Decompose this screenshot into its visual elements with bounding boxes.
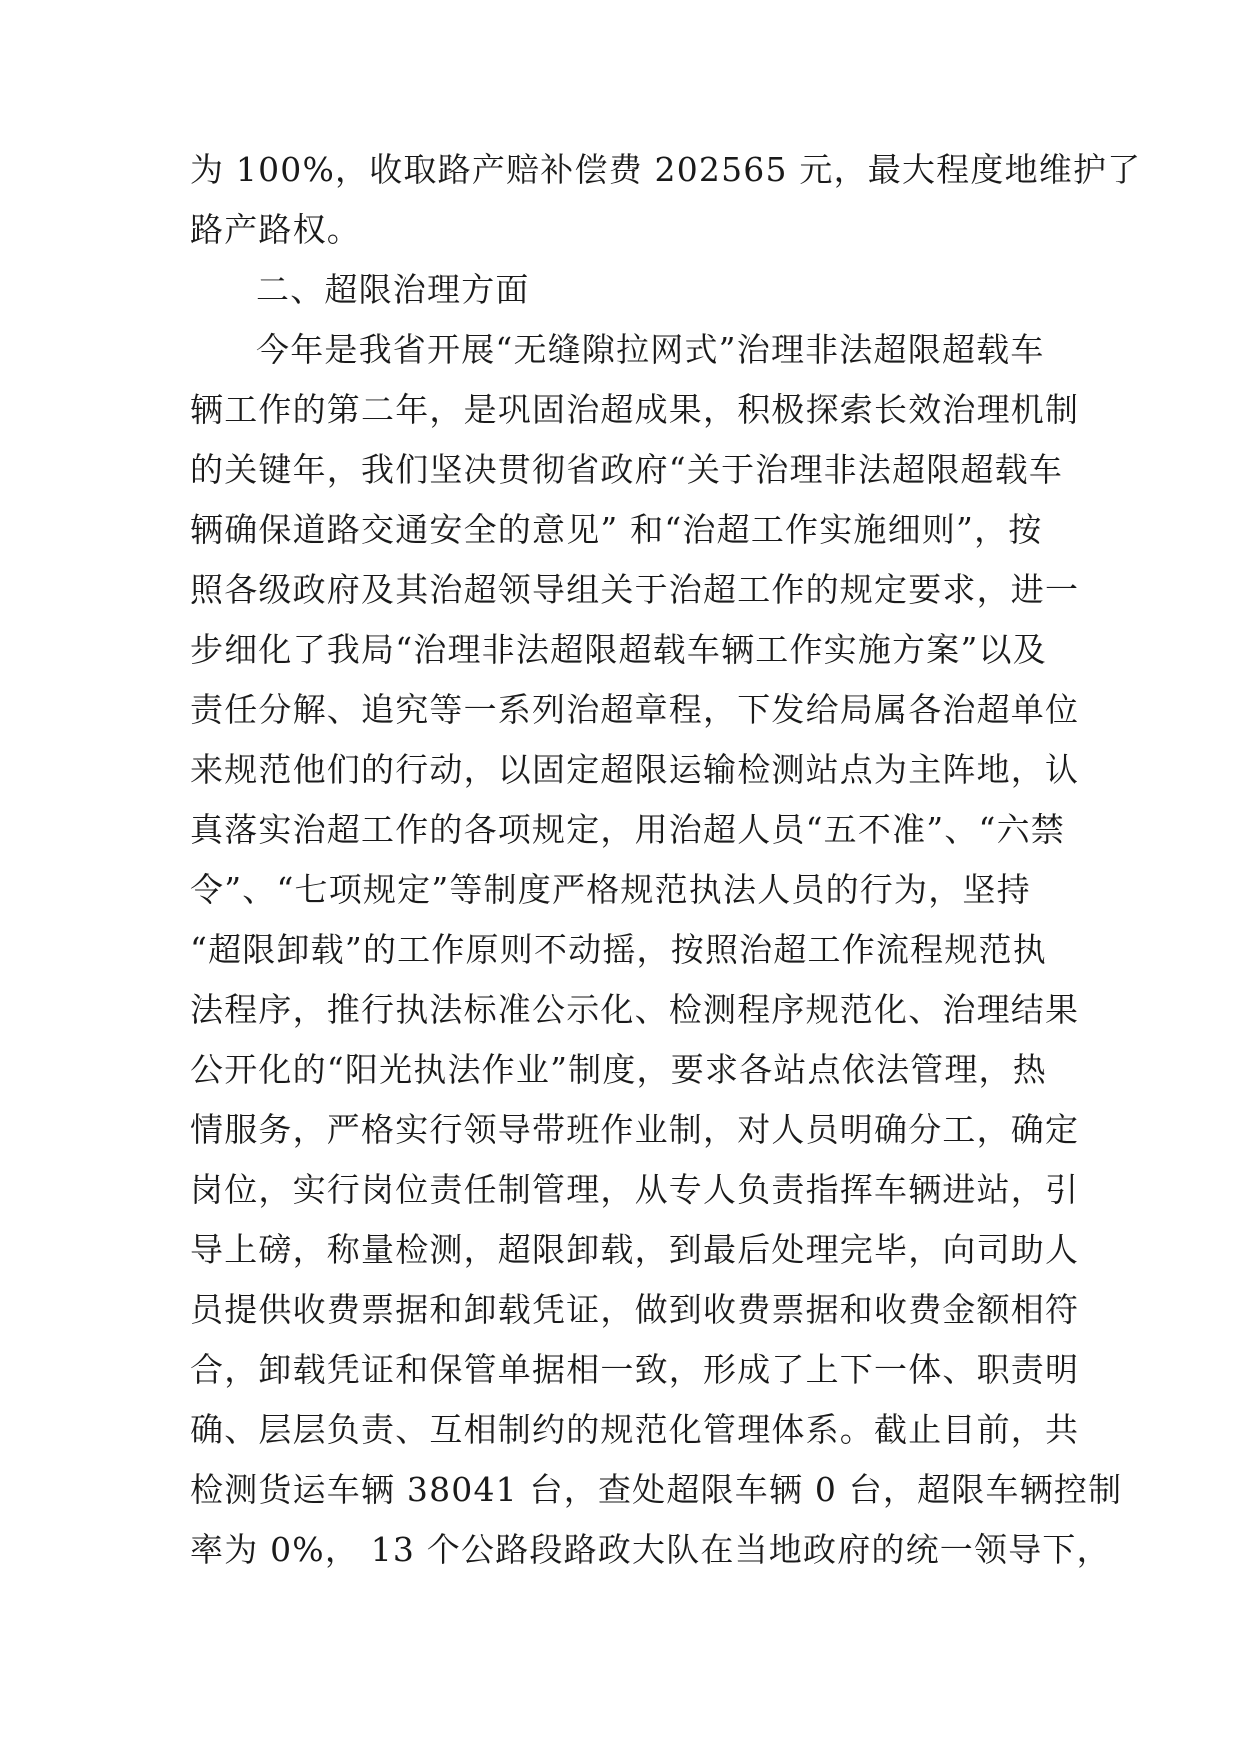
text-line: 步细化了我局“治理非法超限超载车辆工作实施方案”以及 <box>190 630 1047 669</box>
text-line: “超限卸载”的工作原则不动摇，按照治超工作流程规范执 <box>190 930 1047 969</box>
text-line: 导上磅，称量检测，超限卸载，到最后处理完毕，向司助人 <box>190 1230 1080 1269</box>
text-line: 情服务，严格实行领导带班作业制，对人员明确分工，确定 <box>190 1110 1080 1149</box>
text-line: 率为 0%， 13 个公路段路政大队在当地政府的统一领导下， <box>190 1530 1111 1569</box>
text-line: 合，卸载凭证和保管单据相一致，形成了上下一体、职责明 <box>190 1350 1080 1389</box>
text-line: 法程序，推行执法标准公示化、检测程序规范化、治理结果 <box>190 990 1080 1029</box>
text-line: 来规范他们的行动，以固定超限运输检测站点为主阵地，认 <box>190 750 1080 789</box>
text-line: 检测货运车辆 38041 台，查处超限车辆 0 台，超限车辆控制 <box>190 1470 1123 1509</box>
text-line: 责任分解、追究等一系列治超章程，下发给局属各治超单位 <box>190 690 1080 729</box>
text-line: 为 100%，收取路产赔补偿费 202565 元，最大程度地维护了 <box>190 150 1142 189</box>
text-line: 令”、“七项规定”等制度严格规范执法人员的行为，坚持 <box>190 870 1031 909</box>
text-line: 的关键年，我们坚决贯彻省政府“关于治理非法超限超载车 <box>190 450 1064 489</box>
text-line: 路产路权。 <box>190 210 361 249</box>
text-line: 辆确保道路交通安全的意见” 和“治超工作实施细则”，按 <box>190 510 1043 549</box>
section-heading: 二、超限治理方面 <box>256 270 530 309</box>
text-line: 照各级政府及其治超领导组关于治超工作的规定要求，进一 <box>190 570 1080 609</box>
text-line: 辆工作的第二年，是巩固治超成果，积极探索长效治理机制 <box>190 390 1080 429</box>
text-line: 今年是我省开展“无缝隙拉网式”治理非法超限超载车 <box>256 330 1045 369</box>
text-line: 真落实治超工作的各项规定，用治超人员“五不准”、“六禁 <box>190 810 1066 849</box>
text-line: 确、层层负责、互相制约的规范化管理体系。截止目前，共 <box>190 1410 1080 1449</box>
text-line: 员提供收费票据和卸载凭证，做到收费票据和收费金额相符 <box>190 1290 1080 1329</box>
text-line: 公开化的“阳光执法作业”制度，要求各站点依法管理，热 <box>190 1050 1047 1089</box>
text-line: 岗位，实行岗位责任制管理，从专人负责指挥车辆进站，引 <box>190 1170 1080 1209</box>
